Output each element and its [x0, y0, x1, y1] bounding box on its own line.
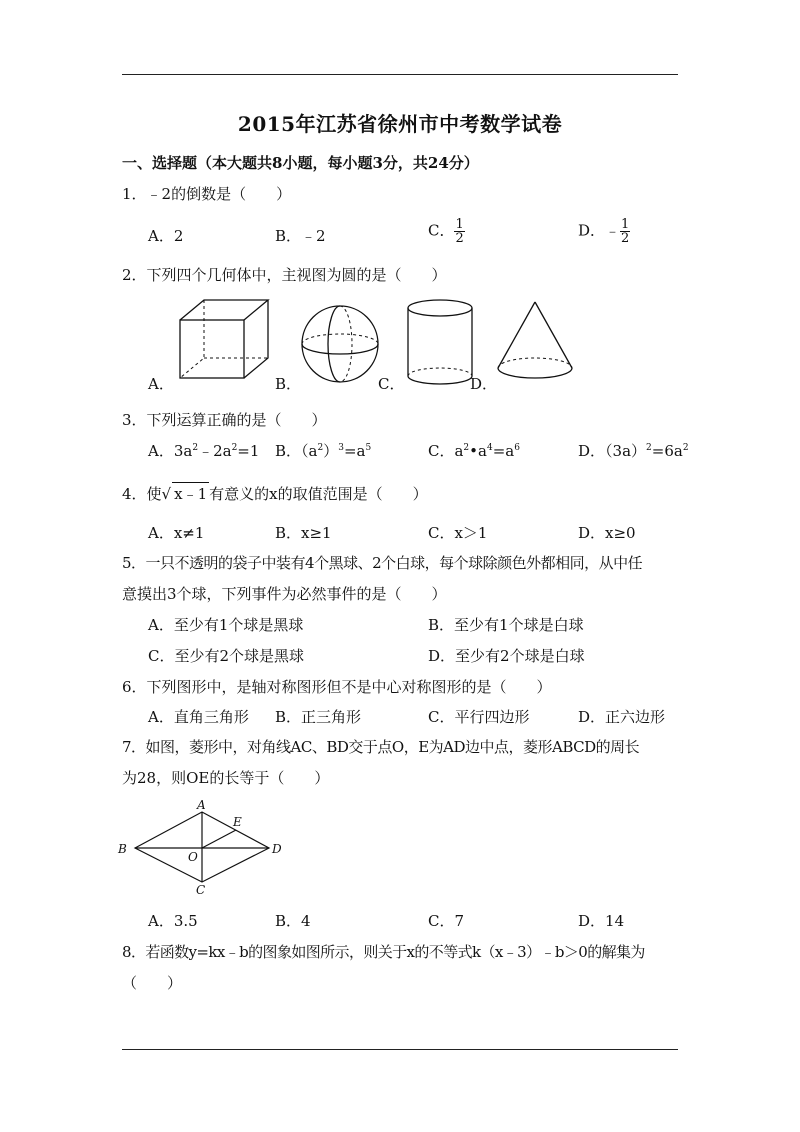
q5-option-b: B．至少有1个球是白球 [428, 616, 584, 634]
q7-option-b: B．4 [275, 912, 311, 930]
sqrt-icon: √ [161, 485, 172, 503]
q6-option-a: A．直角三角形 [148, 708, 249, 726]
cone-figure [494, 298, 576, 384]
q3-stem: 3．下列运算正确的是（ ） [122, 411, 327, 429]
q7-option-d: D．14 [578, 912, 625, 930]
vertex-label-a: A [197, 798, 206, 812]
q4-stem [122, 482, 428, 504]
denominator: 2 [455, 231, 464, 246]
q8-stem-line2: （ ） [122, 974, 183, 992]
q3-option-d [578, 440, 689, 461]
q6-option-c: C．平行四边形 [428, 708, 530, 726]
exponent: 5 [365, 443, 372, 453]
q2-option-a: A． [148, 375, 174, 393]
exponent: 2 [646, 443, 652, 453]
q1-option-c [428, 218, 465, 245]
q6-option-d: D．正六边形 [578, 708, 666, 726]
q1-option-c-prefix: C． [428, 221, 455, 240]
q4-stem-suffix: 有意义的x的取值范围是（ ） [209, 485, 428, 503]
q5-option-c: C．至少有2个球是黑球 [148, 647, 305, 665]
vertex-label-d: D [272, 842, 282, 856]
fraction [454, 218, 464, 245]
exponent: 2 [231, 443, 238, 453]
q1-option-a: A．2 [148, 227, 184, 245]
exponent: 2 [317, 443, 324, 453]
exponent: 6 [514, 443, 520, 453]
denominator: 2 [621, 231, 630, 246]
point-label-e: E [233, 815, 242, 829]
q2-option-d: D． [470, 375, 498, 393]
q3-a-part: ﹣2a [198, 442, 232, 460]
q3-d-part: =6a [651, 442, 683, 460]
cylinder-figure [404, 296, 476, 388]
q1-stem: 1．﹣2的倒数是（ ） [122, 185, 292, 203]
q5-stem-line2: 意摸出3个球，下列事件为必然事件的是（ ） [122, 585, 447, 603]
q1-option-d-prefix: D．﹣ [578, 221, 621, 240]
q5-stem-line1: 5．一只不透明的袋子中装有4个黑球、2个白球，每个球除颜色外都相同，从中任 [122, 554, 643, 572]
numerator: 1 [621, 217, 630, 232]
q3-c-part: •a [469, 442, 487, 460]
q6-option-b: B．正三角形 [275, 708, 362, 726]
q3-d-part: D．（3a） [578, 442, 647, 460]
q3-b-part: =a [343, 442, 366, 460]
exponent: 3 [338, 443, 344, 453]
section-heading: 一、选择题（本大题共8小题，每小题3分，共24分） [122, 154, 479, 172]
q3-c-part: =a [492, 442, 515, 460]
q1-option-b: B．﹣2 [275, 227, 326, 245]
q7-stem-line1: 7．如图，菱形中，对角线AC、BD交于点O，E为AD边中点，菱形ABCD的周长 [122, 738, 640, 756]
vertex-label-b: B [118, 842, 127, 856]
q4-stem-prefix: 4．使 [122, 485, 162, 503]
exponent: 4 [486, 443, 493, 453]
q2-stem: 2．下列四个几何体中，主视图为圆的是（ ） [122, 266, 447, 284]
q3-a-part: A．3a [148, 442, 193, 460]
exponent: 2 [463, 443, 470, 453]
q7-stem-line2: 为28，则OE的长等于（ ） [122, 769, 330, 787]
q4-option-a: A．x≠1 [148, 524, 205, 542]
exponent: 2 [682, 443, 689, 453]
q3-option-a [148, 440, 259, 461]
cube-figure [176, 296, 272, 382]
rhombus-figure [116, 798, 292, 896]
q5-option-a: A．至少有1个球是黑球 [148, 616, 304, 634]
page-title: 2015年江苏省徐州市中考数学试卷 [237, 112, 563, 136]
q3-option-b [275, 440, 371, 461]
q4-option-c: C．x＞1 [428, 524, 488, 542]
q2-option-b: B． [275, 375, 302, 393]
q6-stem: 6．下列图形中，是轴对称图形但不是中心对称图形的是（ ） [122, 678, 552, 696]
point-label-o: O [188, 850, 198, 864]
bottom-rule [122, 1049, 678, 1050]
top-rule [122, 74, 678, 75]
q4-option-b: B．x≥1 [275, 524, 332, 542]
q3-option-c [428, 440, 520, 461]
sphere-figure [298, 302, 382, 386]
q3-c-part: C．a [428, 442, 464, 460]
q3-b-part: ） [323, 442, 339, 460]
q3-b-part: B．（a [275, 442, 318, 460]
q7-option-a: A．3.5 [148, 912, 198, 930]
q1-option-d [578, 218, 630, 245]
vertex-label-c: C [196, 883, 206, 896]
q3-a-part: =1 [237, 442, 260, 460]
radicand: x﹣1 [172, 482, 209, 504]
numerator: 1 [455, 217, 464, 232]
fraction [620, 218, 630, 245]
exponent: 2 [192, 443, 199, 453]
q7-option-c: C．7 [428, 912, 465, 930]
q2-option-c: C． [378, 375, 405, 393]
q4-option-d: D．x≥0 [578, 524, 636, 542]
q5-option-d: D．至少有2个球是白球 [428, 647, 585, 665]
q8-stem-line1: 8．若函数y=kx﹣b的图象如图所示，则关于x的不等式k（x﹣3）﹣b＞0的解集为 [122, 943, 645, 961]
